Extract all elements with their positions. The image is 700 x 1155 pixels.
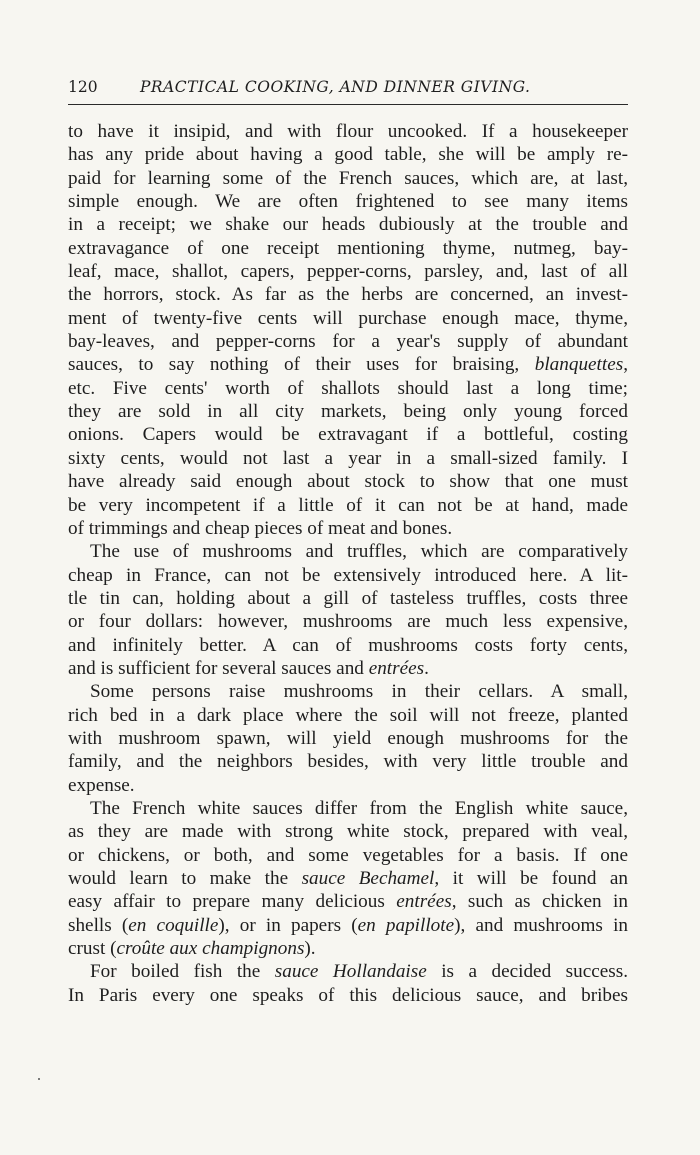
text-line: etc. Five cents' worth of shallots should last a long time; — [68, 377, 628, 399]
running-head — [68, 78, 628, 102]
text-line: as they are made with strong white stock, prepared with veal, — [68, 821, 628, 843]
text-line: sauces, to say nothing of their uses for braising, blanquettes, — [68, 354, 628, 376]
text-line: family, and the neighbors besides, with very little trouble and — [68, 751, 628, 773]
text-line: tle tin can, holding about a gill of tasteless truffles, costs three — [68, 587, 628, 609]
text-line: ment of twenty-five cents will purchase enough mace, thyme, — [68, 307, 628, 329]
text-line: simple enough. We are often frightened to see many items — [68, 191, 628, 213]
body-text — [68, 120, 628, 1007]
text-line: and infinitely better. A can of mushrooms costs forty cents, — [68, 634, 628, 656]
italic-phrase: en coquille — [128, 914, 219, 936]
italic-phrase: blanquettes — [534, 354, 624, 376]
text-line: the horrors, stock. As far as the herbs are concerned, an invest- — [68, 284, 628, 306]
text-line: in a receipt; we shake our heads dubiously at the trouble and — [68, 214, 628, 236]
page-number: 120 — [68, 78, 98, 96]
italic-phrase: sauce Bechamel — [301, 868, 435, 889]
text-line: has any pride about having a good table, she will be amply re- — [68, 144, 628, 166]
paragraph-1 — [68, 120, 628, 540]
page-speck — [38, 1078, 40, 1080]
paragraph-2 — [68, 540, 628, 680]
italic-phrase: sauce Hollandaise — [274, 961, 427, 983]
italic-phrase: croûte aux champignons — [116, 938, 305, 960]
italic-phrase: entrées — [396, 891, 452, 913]
text-line: or four dollars: however, mushrooms are much less expensive, — [68, 611, 628, 633]
paragraph-3 — [68, 680, 628, 797]
text-line: would learn to make the sauce Bechamel, it will be found an — [68, 868, 628, 889]
text-line: have already said enough about stock to show that one must — [68, 471, 628, 493]
text-line: or chickens, or both, and some vegetables for a basis. If one — [68, 844, 628, 866]
text-line: onions. Capers would be extravagant if a bottleful, costing — [68, 424, 628, 446]
text-line: easy affair to prepare many delicious entrées, such as chicken in — [68, 891, 628, 913]
text-line: of trimmings and cheap pieces of meat and bones. — [68, 517, 453, 539]
text-line: cheap in France, can not be extensively introduced here. A lit- — [68, 564, 628, 586]
italic-phrase: entrées — [368, 657, 425, 679]
text-line: they are sold in all city markets, being only young forced — [68, 401, 628, 423]
text-line: leaf, mace, shallot, capers, pepper-corns, parsley, and, last of all — [68, 261, 628, 283]
text-line: bay-leaves, and pepper-corns for a year's supply of abundant — [68, 331, 628, 353]
paragraph-5 — [68, 960, 628, 1007]
header-rule — [68, 104, 628, 105]
text-line: to have it insipid, and with flour uncooked. If a housekeeper — [68, 121, 628, 142]
text-line: rich bed in a dark place where the soil will not freeze, planted — [68, 704, 628, 726]
text-line: with mushroom spawn, will yield enough mushrooms for the — [68, 727, 628, 749]
text-line: paid for learning some of the French sauces, which are, at last, — [68, 167, 628, 189]
text-line: For boiled fish the sauce Hollandaise is a decided success. — [90, 961, 628, 983]
text-line: expense. — [68, 774, 135, 796]
text-line: shells (en coquille), or in papers (en papillote), and mushrooms in — [68, 914, 628, 936]
text-line: In Paris every one speaks of this delicious sauce, and bribes — [68, 984, 628, 1006]
text-line: extravagance of one receipt mentioning thyme, nutmeg, bay- — [68, 237, 628, 259]
text-line: sixty cents, would not last a year in a small-sized family. I — [68, 447, 628, 469]
text-line: be very incompetent if a little of it can not be at hand, made — [68, 494, 628, 516]
text-line: The use of mushrooms and truffles, which are comparatively — [90, 541, 628, 563]
text-line: crust (croûte aux champignons). — [68, 938, 316, 960]
text-line: The French white sauces differ from the English white sauce, — [90, 797, 628, 819]
text-line: and is sufficient for several sauces and entrées. — [68, 657, 429, 679]
paragraph-4 — [68, 797, 628, 960]
italic-phrase: en papillote — [357, 914, 455, 936]
running-title: PRACTICAL COOKING, AND DINNER GIVING. — [140, 78, 531, 96]
text-line: Some persons raise mushrooms in their cellars. A small, — [90, 681, 628, 703]
